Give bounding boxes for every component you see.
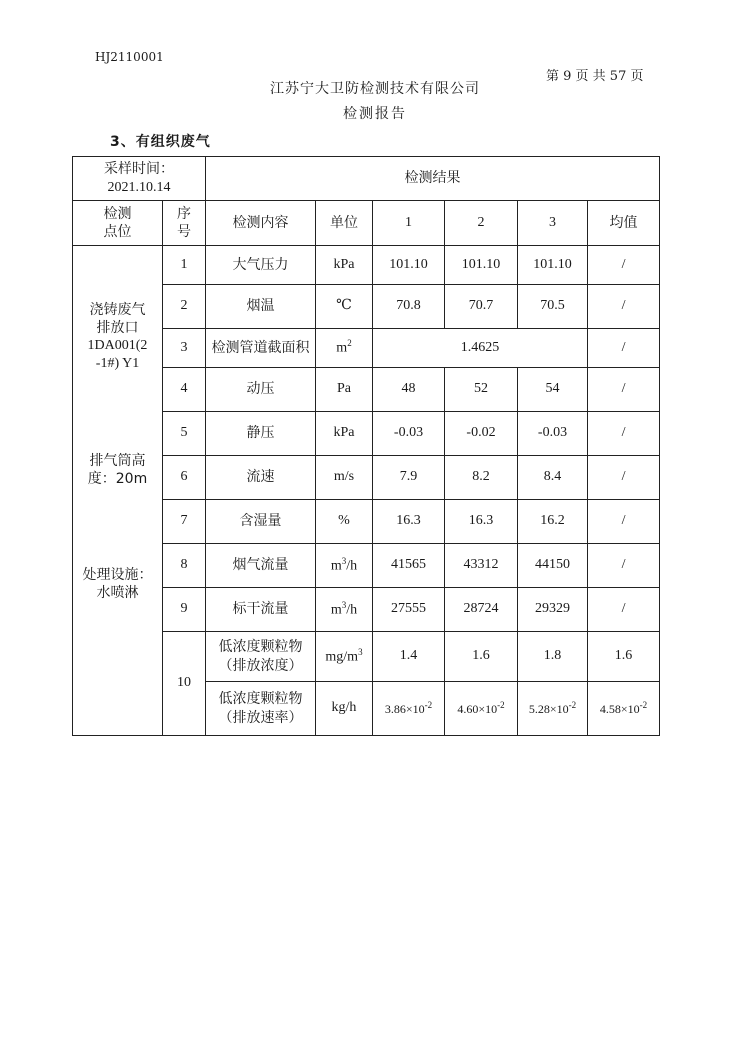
value-mantissa: 3.86×10 [384,701,425,716]
unit-cell: kg/h [316,682,373,736]
unit-base: mg/m [325,649,359,665]
item-cell: 含湿量 [206,500,316,544]
value-cell: 28724 [445,588,518,632]
value-cell: -0.03 [373,412,445,456]
unit-cell [316,544,373,588]
value-mantissa: 4.58×10 [599,701,640,716]
value-cell: 27555 [373,588,445,632]
value-cell: 101.10 [373,246,445,285]
sampling-time-cell [73,157,206,201]
item-cell: 动压 [206,368,316,412]
seq-cell: 5 [163,412,206,456]
unit-exponent: 3 [341,599,347,610]
item-cell: 大气压力 [206,246,316,285]
avg-cell: 1.6 [588,632,660,682]
table-row [73,201,660,246]
sampling-date: 2021.10.14 [107,179,171,195]
stack-height-line: 度：20m [87,470,148,487]
sampling-location-cell [73,246,163,736]
value-cell: 16.3 [445,500,518,544]
col-header-2: 2 [445,201,518,246]
value-exponent: -2 [568,699,577,710]
col-header-seq [163,201,206,246]
unit-cell [316,632,373,682]
unit-cell [316,588,373,632]
item-cell [206,632,316,682]
unit-exponent: 3 [341,555,347,566]
value-exponent: -2 [424,699,433,710]
unit-exponent: 2 [347,338,352,349]
report-number: HJ2110001 [95,50,164,64]
unit-cell: ℃ [316,285,373,329]
avg-cell: / [588,412,660,456]
avg-cell: / [588,500,660,544]
value-mantissa: 5.28×10 [528,701,569,716]
results-header: 检测结果 [206,157,660,201]
seq-cell: 6 [163,456,206,500]
value-cell: 1.4 [373,632,445,682]
value-cell: 1.8 [518,632,588,682]
item-line: 低浓度颗粒物 [218,639,303,656]
value-cell: 16.3 [373,500,445,544]
treatment-line: 水喷淋 [96,585,139,602]
value-cell: 70.8 [373,285,445,329]
value-cell: 70.5 [518,285,588,329]
unit-tail: /h [346,602,358,618]
seq-cell: 3 [163,329,206,368]
location-line: 浇铸废气 [89,301,146,318]
unit-cell: % [316,500,373,544]
unit-exponent: 3 [358,646,363,657]
avg-cell: / [588,368,660,412]
value-cell: 7.9 [373,456,445,500]
item-cell: 流速 [206,456,316,500]
value-cell: 8.2 [445,456,518,500]
unit-cell: kPa [316,412,373,456]
value-cell: 41565 [373,544,445,588]
value-cell: 43312 [445,544,518,588]
col-header-seq-line1: 序 [177,205,191,222]
location-line: 排放口 [96,319,139,336]
value-exponent: -2 [497,699,505,710]
value-cell [445,682,518,736]
item-cell: 标干流量 [206,588,316,632]
unit-cell: kPa [316,246,373,285]
sampling-time-label: 采样时间： [104,161,174,178]
seq-cell: 9 [163,588,206,632]
col-header-1: 1 [373,201,445,246]
unit-cell [316,329,373,368]
col-header-location [73,201,163,246]
value-cell [373,682,445,736]
unit-base: m [330,602,342,618]
item-cell [206,682,316,736]
value-cell: 16.2 [518,500,588,544]
avg-cell: / [588,285,660,329]
item-line: 低浓度颗粒物 [218,691,303,708]
unit-tail: /h [346,558,358,574]
table-row [73,246,660,285]
seq-cell: 4 [163,368,206,412]
exhaust-gas-table [72,156,660,736]
value-cell: -0.02 [445,412,518,456]
item-cell: 静压 [206,412,316,456]
unit-base: m [336,340,348,356]
avg-cell: / [588,456,660,500]
avg-cell: / [588,588,660,632]
seq-cell: 2 [163,285,206,329]
col-header-item: 检测内容 [206,201,316,246]
location-line: 1DA001(2 [87,338,148,354]
avg-cell [588,682,660,736]
seq-cell: 7 [163,500,206,544]
value-cell: 54 [518,368,588,412]
col-header-location-line1: 检测 [103,205,132,222]
value-cell [518,682,588,736]
value-cell: -0.03 [518,412,588,456]
report-title: 检测报告 [343,106,407,122]
avg-cell: / [588,246,660,285]
value-cell: 70.7 [445,285,518,329]
unit-base: m [330,558,342,574]
value-cell: 8.4 [518,456,588,500]
value-exponent: -2 [639,699,648,710]
item-cell: 检测管道截面积 [206,329,316,368]
treatment-line: 处理设施： [82,566,153,583]
item-line: （排放浓度） [218,657,303,674]
seq-cell: 1 [163,246,206,285]
page-number: 第 9 页 共 57 页 [546,69,644,84]
avg-cell: / [588,329,660,368]
section-heading: 3、有组织废气 [110,134,211,150]
value-cell: 101.10 [445,246,518,285]
value-mantissa: 4.60×10 [457,701,498,716]
location-line: -1#) Y1 [95,356,140,372]
col-header-location-line2: 点位 [103,224,132,240]
value-cell: 1.6 [445,632,518,682]
unit-cell: Pa [316,368,373,412]
unit-cell: m/s [316,456,373,500]
avg-cell: / [588,544,660,588]
item-line: （排放速率） [218,709,303,726]
col-header-seq-line2: 号 [177,224,191,240]
merged-value-cell: 1.4625 [373,329,588,368]
value-cell: 29329 [518,588,588,632]
seq-cell: 8 [163,544,206,588]
seq-cell: 10 [163,632,206,736]
value-cell: 52 [445,368,518,412]
item-cell: 烟气流量 [206,544,316,588]
value-cell: 101.10 [518,246,588,285]
stack-height-line: 排气筒高 [89,452,146,469]
item-cell: 烟温 [206,285,316,329]
col-header-3: 3 [518,201,588,246]
company-name: 江苏宁大卫防检测技术有限公司 [270,81,480,97]
table-row [73,157,660,201]
value-cell: 48 [373,368,445,412]
col-header-avg: 均值 [588,201,660,246]
col-header-unit: 单位 [316,201,373,246]
value-cell: 44150 [518,544,588,588]
